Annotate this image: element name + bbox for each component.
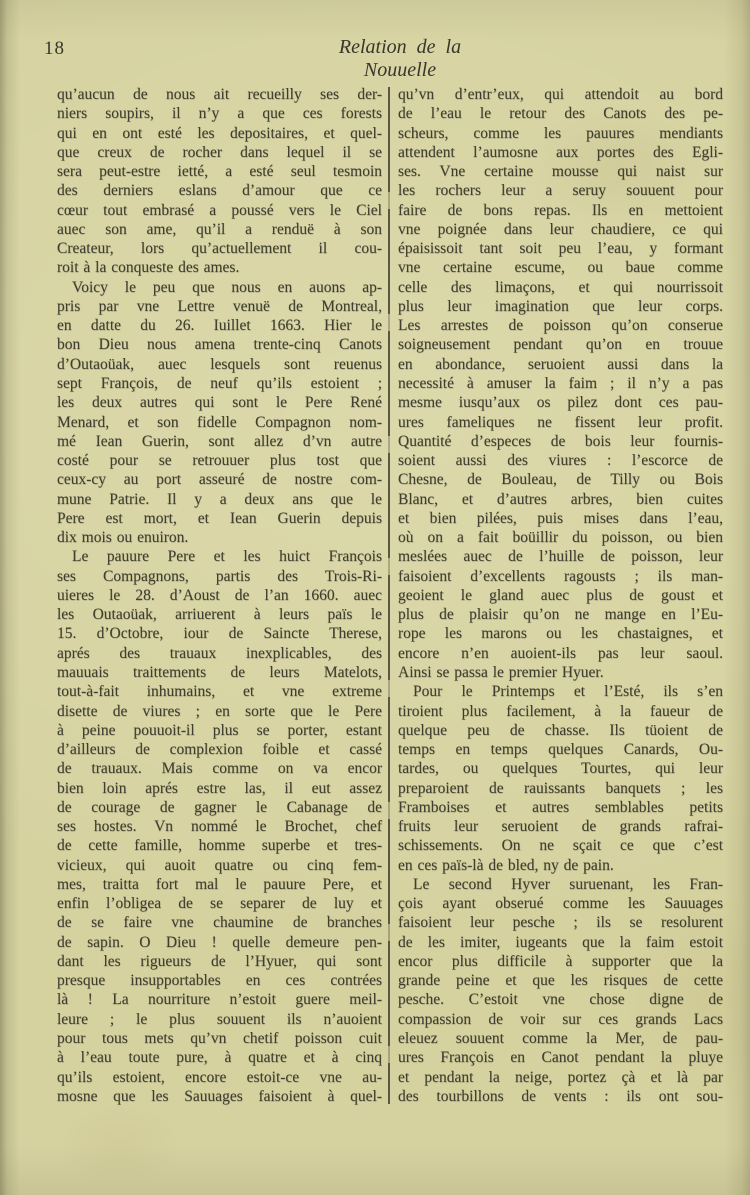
text-line: faisoient d’excellents ragousts ; ils man- bbox=[398, 567, 723, 585]
text-line: de se faire vne chaumine de branches bbox=[57, 914, 382, 932]
text-line: Pere est mort, et Iean Guerin depuis bbox=[57, 509, 382, 527]
text-line: ses. Vne certaine mousse qui naist sur bbox=[398, 163, 723, 181]
text-line: de sapin. O Dieu ! quelle demeure pen- bbox=[57, 933, 382, 951]
text-line: Blanc, et d’autres arbres, bien cuites bbox=[398, 490, 723, 508]
text-line: temps en temps quelques Canards, Ou- bbox=[398, 741, 723, 759]
text-line: ures fameliques ne fissent leur profit. bbox=[398, 413, 723, 431]
page-number: 18 bbox=[44, 38, 65, 59]
text-line: à l’eau toute pure, à quatre et à cinq bbox=[57, 1049, 382, 1067]
text-line: que creux de rocher dans lequel il se bbox=[57, 143, 382, 161]
text-line: niers soupirs, il n’y a que ces forests bbox=[57, 105, 382, 123]
text-line: Quantité d’especes de bois leur fournis- bbox=[398, 432, 723, 450]
text-line: Le pauure Pere et les huict François bbox=[72, 548, 382, 566]
text-line: tout-à-fait inhumains, et vne extreme bbox=[57, 683, 382, 701]
text-line: vicieux, qui auoit quatre ou cinq fem- bbox=[57, 856, 382, 874]
text-line: épaisissoit tant soit peu l’eau, y formant bbox=[398, 240, 723, 258]
text-line: soient aussi des viures : l’escorce de bbox=[398, 452, 723, 470]
text-line: qu’ils estoient, encore estoit-ce vne au- bbox=[57, 1068, 382, 1086]
text-line: costé pour se retrouuer plus tost que bbox=[57, 452, 382, 470]
text-line: uieres le 28. d’Aoust de l’an 1660. auec bbox=[57, 586, 382, 604]
text-line: et pendant la neige, portez çà et là par bbox=[398, 1068, 723, 1086]
text-line: tiroient plus facilement, à la faueur de bbox=[398, 702, 723, 720]
text-line: Menard, et son fidelle Compagnon nom- bbox=[57, 413, 382, 431]
text-line: et bien pilées, puis mises dans l’eau, bbox=[398, 509, 723, 527]
text-line: encore n’en auoient-ils pas leur saoul. bbox=[398, 644, 723, 662]
text-line: soigneusement pendant qu’on en trouue bbox=[398, 336, 723, 354]
text-line: Createur, lors qu’actuellement il cou- bbox=[57, 240, 382, 258]
text-line: enfin l’obligea de se separer de luy et bbox=[57, 895, 382, 913]
text-line: aprés des trauaux inexplicables, des bbox=[57, 644, 382, 662]
text-line: de l’eau le retour des Canots des pe- bbox=[398, 105, 723, 123]
text-line: d’ailleurs de complexion foible et cassé bbox=[57, 741, 382, 759]
text-line: sera peut-estre ietté, a esté seul tesmoin bbox=[57, 163, 382, 181]
text-line: de courage de gagner le Cabanage de bbox=[57, 798, 382, 816]
text-line: pour tous mets qu’vn chetif poisson cuit bbox=[57, 1030, 382, 1048]
text-line: en datte du 26. Iuillet 1663. Hier le bbox=[57, 317, 382, 335]
text-line: auec son ame, qu’il a renduë à son bbox=[57, 220, 382, 238]
text-line: des derniers eslans d’amour que ce bbox=[57, 182, 382, 200]
text-line: rope les marons ou les chastaignes, et bbox=[398, 625, 723, 643]
text-line: mes, traitta fort mal le pauure Pere, et bbox=[57, 875, 382, 893]
text-line: roit à la conqueste des ames. bbox=[57, 259, 240, 277]
text-line: meslées auec de l’huille de poisson, leur bbox=[398, 548, 723, 566]
text-line: vne poignée dans leur chaudiere, ce qui bbox=[398, 220, 723, 238]
text-line: disette de viures ; en sorte que le Pere bbox=[57, 702, 382, 720]
text-line: pesche. C’estoit vne chose digne de bbox=[398, 991, 723, 1009]
text-line: faire de bons repas. Ils en mettoient bbox=[398, 201, 723, 219]
text-line: Voicy le peu que nous en auons ap- bbox=[72, 278, 382, 296]
text-line: qu’vn d’entr’eux, qui attendoit au bord bbox=[398, 86, 723, 103]
column-divider-rule bbox=[388, 87, 390, 1104]
text-column-right bbox=[398, 85, 723, 1106]
text-line: pris par vne Lettre venuë de Montreal, bbox=[57, 297, 382, 315]
text-line: de cette famille, homme superbe et tres- bbox=[57, 837, 382, 855]
text-line: faisoient leur pesche ; ils se resolurent bbox=[398, 914, 723, 932]
text-line: mesme iusqu’aux os pilez dont ces pau- bbox=[398, 394, 723, 412]
text-line: encor plus difficile à supporter que la bbox=[398, 952, 723, 970]
text-line: en abondance, seruoient aussi dans la bbox=[398, 355, 723, 373]
text-line: de trauaux. Mais comme on va encor bbox=[57, 760, 382, 778]
text-line: mune Patrie. Il y a deux ans que le bbox=[57, 490, 382, 508]
text-line: où on a fait boüillir du poisson, ou bien bbox=[398, 529, 723, 547]
text-line: mauuais traittements de leurs Matelots, bbox=[57, 663, 382, 681]
text-line: d’Outaoüak, auec lesquels sont reuenus bbox=[57, 355, 382, 373]
text-line: bien loin aprés estre las, il eut assez bbox=[57, 779, 382, 797]
text-line: geoient le gland auec plus de goust et bbox=[398, 586, 723, 604]
text-line: mosne que les Sauuages faisoient à quel- bbox=[57, 1087, 382, 1105]
text-line: compassion de voir sur ces grands Lacs bbox=[398, 1010, 723, 1028]
text-line: necessité à amuser la faim ; il n’y a pas bbox=[398, 374, 723, 392]
text-line: Pour le Printemps et l’Esté, ils s’en bbox=[413, 683, 723, 701]
text-line: tardes, ou quelques Tourtes, qui leur bbox=[398, 760, 723, 778]
text-line: là ! La nourriture n’estoit guere meil- bbox=[57, 991, 382, 1009]
text-line: qu’aucun de nous ait recueilly ses der- bbox=[57, 86, 382, 103]
text-line: presque insupportables en ces contrées bbox=[57, 972, 382, 990]
text-line: qui en ont esté les depositaires, et quel- bbox=[57, 124, 382, 142]
text-line: bon Dieu nous amena trente-cinq Canots bbox=[57, 336, 382, 354]
text-line: plus leur imagination que leur corps. bbox=[398, 297, 723, 315]
text-line: attendent l’aumosne aux portes des Egli- bbox=[398, 143, 723, 161]
text-line: les Outaoüak, arriuerent à leurs païs le bbox=[57, 606, 382, 624]
text-line: ses hostes. Vn nommé le Brochet, chef bbox=[57, 818, 382, 836]
text-line: plus de plaisir qu’on ne mange en l’Eu- bbox=[398, 606, 723, 624]
text-line: les deux autres qui sont le Pere René bbox=[57, 394, 382, 412]
text-line: ures François en Canot pendant la pluye bbox=[398, 1049, 723, 1067]
text-line: eleuez souuent comme la Mer, de pau- bbox=[398, 1030, 723, 1048]
text-line: Chesne, de Bouleau, de Tilly ou Bois bbox=[398, 471, 723, 489]
text-line: ceux-cy au port asseuré de nostre com- bbox=[57, 471, 382, 489]
text-line: Les arrestes de poisson qu’on conserue bbox=[398, 317, 723, 335]
text-line: vne certaine escume, ou baue comme bbox=[398, 259, 723, 277]
text-line: de les imiter, iugeants que la faim estoit bbox=[398, 933, 723, 951]
text-line: scheurs, comme les pauures mendiants bbox=[398, 124, 723, 142]
text-line: preparoient de rauissants banquets ; les bbox=[398, 779, 723, 797]
text-line: les rochers leur a seruy souuent pour bbox=[398, 182, 723, 200]
text-line: dant les rigueurs de l’Hyuer, qui sont bbox=[57, 952, 382, 970]
text-line: quelque peu de chasse. Ils tüoient de bbox=[398, 721, 723, 739]
text-line: des tourbillons de vents : ils ont sou- bbox=[398, 1087, 723, 1105]
text-line: 15. d’Octobre, iour de Saincte Therese, bbox=[57, 625, 382, 643]
running-header-title: Relation de la Nouuelle bbox=[338, 36, 462, 81]
text-line: à peine pouuoit-il plus se porter, estant bbox=[57, 721, 382, 739]
text-line: cœur tout embrasé a poussé vers le Ciel bbox=[57, 201, 382, 219]
text-line: Framboises et autres semblables petits bbox=[398, 798, 723, 816]
text-line: sept François, de neuf qu’ils estoient ; bbox=[57, 374, 382, 392]
text-line: dix mois ou enuiron. bbox=[57, 529, 189, 547]
text-line: leure ; le plus souuent ils n’auoient bbox=[57, 1010, 382, 1028]
text-line: çois ayant obserué comme les Sauuages bbox=[398, 895, 723, 913]
text-line: ses Compagnons, partis des Trois-Ri- bbox=[57, 567, 382, 585]
text-column-left bbox=[57, 85, 382, 1106]
text-line: en ces païs-là de bled, ny de pain. bbox=[398, 856, 614, 874]
text-line: grande peine et que les risques de cette bbox=[398, 972, 723, 990]
text-line: mé Iean Guerin, sont allez d’vn autre bbox=[57, 432, 382, 450]
text-line: Le second Hyver suruenant, les Fran- bbox=[413, 875, 723, 893]
text-line: schissements. On ne sçait ce que c’est bbox=[398, 837, 723, 855]
text-line: celle des limaçons, et qui nourrissoit bbox=[398, 278, 723, 296]
text-line: Ainsi se passa le premier Hyuer. bbox=[398, 663, 604, 681]
text-line: fruits leur seruoient de grands rafrai- bbox=[398, 818, 723, 836]
